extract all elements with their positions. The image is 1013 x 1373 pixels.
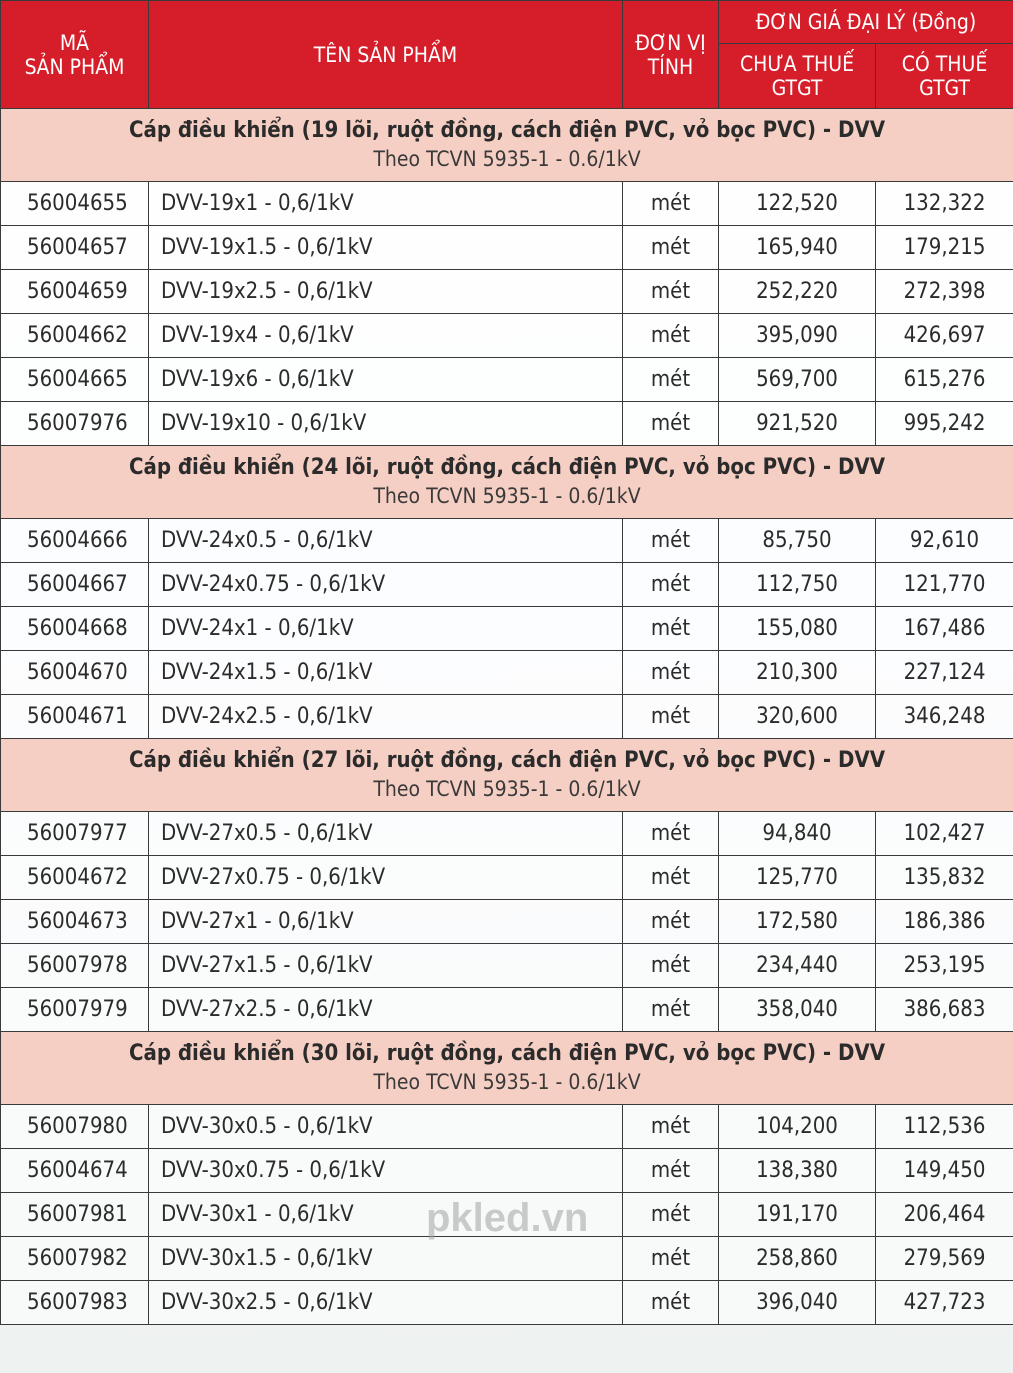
unit: mét xyxy=(623,402,719,446)
price-incl-vat: 102,427 xyxy=(876,812,1013,856)
product-code: 56007983 xyxy=(1,1281,149,1325)
section-title-cell xyxy=(1,739,1013,812)
product-name: DVV-24x0.75 - 0,6/1kV xyxy=(149,563,623,607)
unit: mét xyxy=(623,695,719,739)
product-code: 56007979 xyxy=(1,988,149,1032)
price-incl-vat: 995,242 xyxy=(876,402,1013,446)
product-name: DVV-27x0.75 - 0,6/1kV xyxy=(149,856,623,900)
product-code: 56004672 xyxy=(1,856,149,900)
price-incl-vat: 186,386 xyxy=(876,900,1013,944)
price-excl-vat: 258,860 xyxy=(719,1237,876,1281)
product-name: DVV-24x0.5 - 0,6/1kV xyxy=(149,519,623,563)
price-excl-vat: 85,750 xyxy=(719,519,876,563)
table-row xyxy=(1,519,1013,563)
price-excl-vat: 112,750 xyxy=(719,563,876,607)
product-name: DVV-19x10 - 0,6/1kV xyxy=(149,402,623,446)
price-incl-vat: 426,697 xyxy=(876,314,1013,358)
header-product-name: TÊN SẢN PHẨM xyxy=(149,1,623,109)
product-code: 56004667 xyxy=(1,563,149,607)
watermark: pkled.vn xyxy=(426,1196,589,1240)
section-subtitle: Theo TCVN 5935-1 - 0.6/1kV xyxy=(373,147,641,171)
product-name: DVV-19x6 - 0,6/1kV xyxy=(149,358,623,402)
section-title-cell xyxy=(1,109,1013,182)
product-code: 56004662 xyxy=(1,314,149,358)
table-row xyxy=(1,695,1013,739)
section-header xyxy=(1,739,1013,812)
product-name: DVV-30x2.5 - 0,6/1kV xyxy=(149,1281,623,1325)
section-title: Cáp điều khiển (30 lõi, ruột đồng, cách điện PVC, vỏ bọc PVC) - DVV xyxy=(128,1041,886,1066)
product-code: 56004673 xyxy=(1,900,149,944)
table-row xyxy=(1,1237,1013,1281)
table-row xyxy=(1,182,1013,226)
price-excl-vat: 358,040 xyxy=(719,988,876,1032)
product-name: DVV-27x1.5 - 0,6/1kV xyxy=(149,944,623,988)
product-code: 56007976 xyxy=(1,402,149,446)
table-body xyxy=(1,109,1013,1325)
product-name: DVV-30x0.75 - 0,6/1kV xyxy=(149,1149,623,1193)
product-name: DVV-19x2.5 - 0,6/1kV xyxy=(149,270,623,314)
product-name: DVV-30x0.5 - 0,6/1kV xyxy=(149,1105,623,1149)
unit: mét xyxy=(623,1105,719,1149)
price-incl-vat: 253,195 xyxy=(876,944,1013,988)
table-row xyxy=(1,270,1013,314)
unit: mét xyxy=(623,944,719,988)
section-title-cell xyxy=(1,1032,1013,1105)
unit: mét xyxy=(623,519,719,563)
price-excl-vat: 210,300 xyxy=(719,651,876,695)
product-code: 56004674 xyxy=(1,1149,149,1193)
section-header xyxy=(1,1032,1013,1105)
price-incl-vat: 135,832 xyxy=(876,856,1013,900)
table-row xyxy=(1,856,1013,900)
table-row xyxy=(1,358,1013,402)
unit: mét xyxy=(623,182,719,226)
table-header xyxy=(1,1,1013,109)
price-excl-vat: 191,170 xyxy=(719,1193,876,1237)
price-incl-vat: 206,464 xyxy=(876,1193,1013,1237)
unit: mét xyxy=(623,812,719,856)
header-unit: ĐƠN VỊ TÍNH xyxy=(623,1,719,109)
price-incl-vat: 272,398 xyxy=(876,270,1013,314)
section-header xyxy=(1,446,1013,519)
table-row xyxy=(1,1149,1013,1193)
price-excl-vat: 125,770 xyxy=(719,856,876,900)
table-row xyxy=(1,812,1013,856)
table-row xyxy=(1,1281,1013,1325)
header-price-excl-vat: CHƯA THUẾ GTGT xyxy=(719,44,876,109)
unit: mét xyxy=(623,1149,719,1193)
section-subtitle: Theo TCVN 5935-1 - 0.6/1kV xyxy=(373,1070,641,1094)
product-name: DVV-19x1 - 0,6/1kV xyxy=(149,182,623,226)
table-row xyxy=(1,1193,1013,1237)
price-excl-vat: 165,940 xyxy=(719,226,876,270)
section-title-cell xyxy=(1,446,1013,519)
product-code: 56007980 xyxy=(1,1105,149,1149)
price-incl-vat: 227,124 xyxy=(876,651,1013,695)
product-name: DVV-24x2.5 - 0,6/1kV xyxy=(149,695,623,739)
table-row xyxy=(1,651,1013,695)
table-row xyxy=(1,402,1013,446)
product-code: 56004655 xyxy=(1,182,149,226)
price-incl-vat: 615,276 xyxy=(876,358,1013,402)
product-code: 56007982 xyxy=(1,1237,149,1281)
unit: mét xyxy=(623,1193,719,1237)
product-code: 56004657 xyxy=(1,226,149,270)
section-subtitle: Theo TCVN 5935-1 - 0.6/1kV xyxy=(373,777,641,801)
section-header xyxy=(1,109,1013,182)
price-excl-vat: 172,580 xyxy=(719,900,876,944)
section-title: Cáp điều khiển (19 lõi, ruột đồng, cách điện PVC, vỏ bọc PVC) - DVV xyxy=(128,118,886,143)
price-excl-vat: 569,700 xyxy=(719,358,876,402)
unit: mét xyxy=(623,651,719,695)
price-incl-vat: 386,683 xyxy=(876,988,1013,1032)
unit: mét xyxy=(623,607,719,651)
product-code: 56007978 xyxy=(1,944,149,988)
price-incl-vat: 149,450 xyxy=(876,1149,1013,1193)
table-row xyxy=(1,1105,1013,1149)
unit: mét xyxy=(623,1237,719,1281)
price-excl-vat: 122,520 xyxy=(719,182,876,226)
price-incl-vat: 92,610 xyxy=(876,519,1013,563)
price-excl-vat: 234,440 xyxy=(719,944,876,988)
header-product-code: MÃ SẢN PHẨM xyxy=(1,1,149,109)
section-subtitle: Theo TCVN 5935-1 - 0.6/1kV xyxy=(373,484,641,508)
price-excl-vat: 921,520 xyxy=(719,402,876,446)
table-row xyxy=(1,944,1013,988)
product-code: 56004665 xyxy=(1,358,149,402)
price-incl-vat: 346,248 xyxy=(876,695,1013,739)
product-code: 56004668 xyxy=(1,607,149,651)
product-name: DVV-30x1 - 0,6/1kV xyxy=(149,1193,623,1237)
price-excl-vat: 252,220 xyxy=(719,270,876,314)
unit: mét xyxy=(623,358,719,402)
table-row xyxy=(1,226,1013,270)
unit: mét xyxy=(623,1281,719,1325)
price-excl-vat: 395,090 xyxy=(719,314,876,358)
table-row xyxy=(1,607,1013,651)
price-excl-vat: 396,040 xyxy=(719,1281,876,1325)
product-name: DVV-27x0.5 - 0,6/1kV xyxy=(149,812,623,856)
header-dealer-price: ĐƠN GIÁ ĐẠI LÝ (Đồng) xyxy=(719,1,1013,44)
price-incl-vat: 279,569 xyxy=(876,1237,1013,1281)
product-name: DVV-27x1 - 0,6/1kV xyxy=(149,900,623,944)
price-incl-vat: 427,723 xyxy=(876,1281,1013,1325)
unit: mét xyxy=(623,563,719,607)
product-code: 56007981 xyxy=(1,1193,149,1237)
header-price-incl-vat: CÓ THUẾ GTGT xyxy=(876,44,1013,109)
price-incl-vat: 167,486 xyxy=(876,607,1013,651)
table-row xyxy=(1,314,1013,358)
table-row xyxy=(1,563,1013,607)
price-excl-vat: 94,840 xyxy=(719,812,876,856)
price-excl-vat: 155,080 xyxy=(719,607,876,651)
product-code: 56004659 xyxy=(1,270,149,314)
unit: mét xyxy=(623,988,719,1032)
product-name: DVV-19x4 - 0,6/1kV xyxy=(149,314,623,358)
price-incl-vat: 132,322 xyxy=(876,182,1013,226)
product-name: DVV-24x1 - 0,6/1kV xyxy=(149,607,623,651)
unit: mét xyxy=(623,900,719,944)
unit: mét xyxy=(623,270,719,314)
unit: mét xyxy=(623,856,719,900)
product-name: DVV-19x1.5 - 0,6/1kV xyxy=(149,226,623,270)
table-row xyxy=(1,988,1013,1032)
price-incl-vat: 121,770 xyxy=(876,563,1013,607)
section-title: Cáp điều khiển (24 lõi, ruột đồng, cách điện PVC, vỏ bọc PVC) - DVV xyxy=(128,455,886,480)
product-name: DVV-27x2.5 - 0,6/1kV xyxy=(149,988,623,1032)
product-code: 56004671 xyxy=(1,695,149,739)
product-code: 56004670 xyxy=(1,651,149,695)
price-incl-vat: 179,215 xyxy=(876,226,1013,270)
product-name: DVV-30x1.5 - 0,6/1kV xyxy=(149,1237,623,1281)
unit: mét xyxy=(623,314,719,358)
price-excl-vat: 138,380 xyxy=(719,1149,876,1193)
section-title: Cáp điều khiển (27 lõi, ruột đồng, cách điện PVC, vỏ bọc PVC) - DVV xyxy=(128,748,886,773)
product-code: 56004666 xyxy=(1,519,149,563)
product-name: DVV-24x1.5 - 0,6/1kV xyxy=(149,651,623,695)
price-excl-vat: 104,200 xyxy=(719,1105,876,1149)
product-code: 56007977 xyxy=(1,812,149,856)
table-row xyxy=(1,900,1013,944)
unit: mét xyxy=(623,226,719,270)
price-excl-vat: 320,600 xyxy=(719,695,876,739)
price-incl-vat: 112,536 xyxy=(876,1105,1013,1149)
